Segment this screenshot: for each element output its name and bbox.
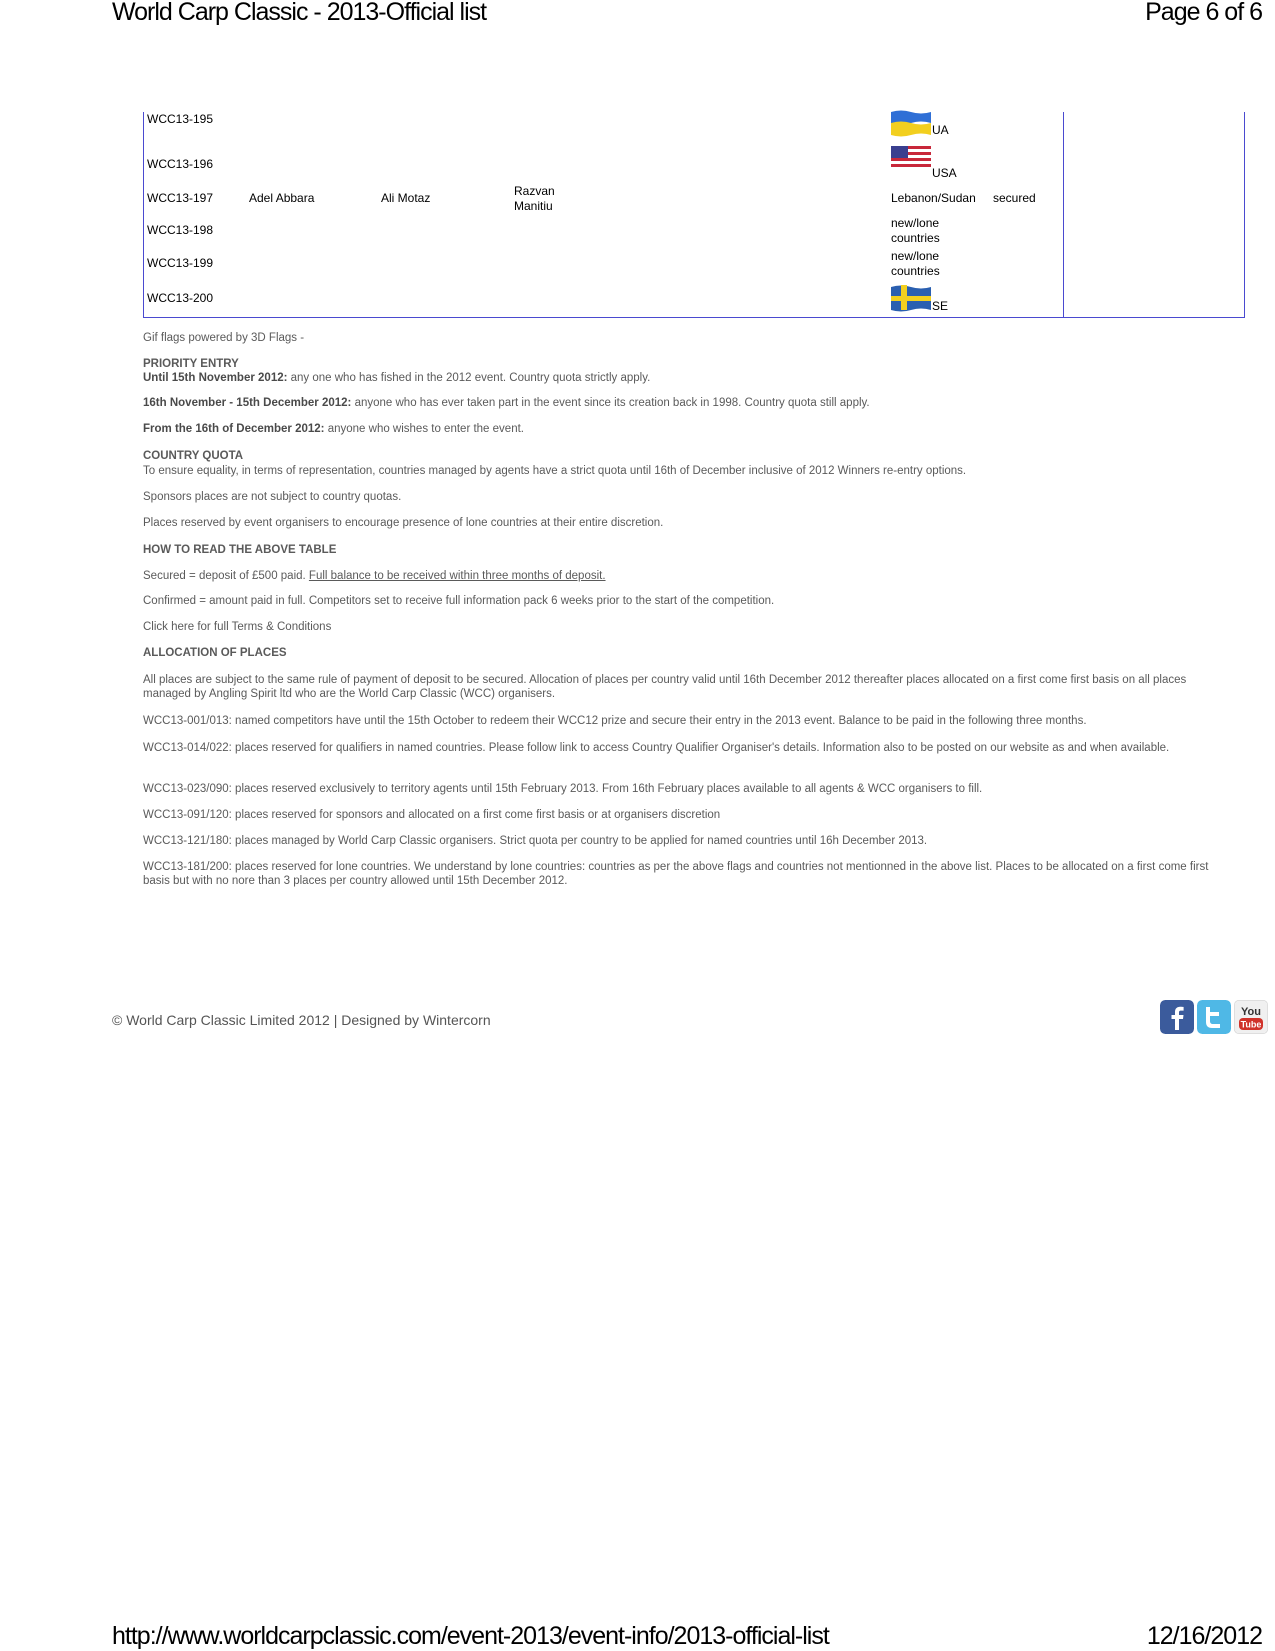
country-label: UA [932,123,949,137]
reserved-note: Places reserved by event organisers to encourage presence of lone countries at their entire discretion. [143,517,664,529]
priority-entry-heading: PRIORITY ENTRY [143,358,239,370]
competitor-3: Razvan Manitiu [514,184,555,213]
balance-link[interactable]: Full balance to be received within three months of deposit. [308,570,606,582]
youtube-icon-text: You [1241,1006,1261,1018]
allocation-paragraph: WCC13-121/180: places managed by World Carp Classic organisers. Strict quota per country to be applied for named countries until 16h December 2013. [143,835,928,847]
secured-explanation: Secured = deposit of £500 paid. Full balance to be received within three months of deposit. [143,570,606,582]
page-header-title: World Carp Classic - 2013-Official list [112,0,487,26]
priority-date-2: 16th November - 15th December 2012: [143,397,352,409]
allocation-heading: ALLOCATION OF PLACES [143,647,287,659]
entry-id: WCC13-200 [147,291,214,305]
confirmed-explanation: Confirmed = amount paid in full. Competitors set to receive full information pack 6 weeks prior to the start of the competition. [143,595,775,607]
entry-id: WCC13-199 [147,256,214,270]
entry-id: WCC13-196 [147,157,214,171]
table-row [144,184,1244,218]
country-label: new/lone countries [891,216,940,245]
country-quota-heading: COUNTRY QUOTA [143,450,244,462]
country-label: Lebanon/Sudan [891,191,976,205]
entry-id: WCC13-198 [147,223,214,237]
country-label: SE [932,299,949,313]
table-row [144,218,1244,250]
sweden-flag-icon [891,284,931,312]
ukraine-flag-icon [891,109,931,137]
priority-date-3: From the 16th of December 2012: [143,423,325,435]
allocation-paragraph: WCC13-181/200: places reserved for lone countries. We understand by lone countries: countries as per the above flags and countries not mentionned in the above list. Places to be allocated on a first come first basis but with no nore than 3 places per country allowed until 15th December 2012. [143,861,1209,887]
site-copyright: © World Carp Classic Limited 2012 | Designed by Wintercorn [112,1012,491,1028]
entry-id: WCC13-195 [147,112,214,126]
entry-table [143,112,1245,318]
print-date: 12/16/2012 [1146,1622,1262,1650]
priority-paragraph-1: Until 15th November 2012: any one who has fished in the 2012 event. Country quota strictly apply. [143,372,651,384]
country-label: USA [932,166,957,180]
priority-paragraph-2: 16th November - 15th December 2012: anyone who has ever taken part in the event since its creation back in 1998. Country quota still apply. [143,397,870,409]
entry-id: WCC13-197 [147,191,214,205]
allocation-paragraph: All places are subject to the same rule of payment of deposit to be secured. Allocation of places per country valid until 16th December 2012 thereafter places allocated on a first come first basis on all places managed by Angling Spirit ltd who are the World Carp Classic (WCC) organisers. [143,674,1187,700]
table-row [144,250,1244,282]
table-row [144,152,1244,184]
table-row [144,112,1244,152]
table-row [144,282,1244,317]
competitor-2: Ali Motaz [381,191,431,205]
page-url: http://www.worldcarpclassic.com/event-2013/event-info/2013-official-list [112,1622,829,1650]
usa-flag-icon [891,144,931,172]
page-number: Page 6 of 6 [1145,0,1262,26]
allocation-paragraph: WCC13-091/120: places reserved for sponsors and allocated on a first come first basis or at organisers discretion [143,809,721,821]
youtube-icon[interactable] [1234,1000,1268,1034]
status-label: secured [993,191,1036,205]
competitor-1: Adel Abbara [249,191,315,205]
allocation-paragraph: WCC13-001/013: named competitors have until the 15th October to redeem their WCC12 prize and secure their entry in the 2013 event. Balance to be paid in the following three months. [143,715,1087,727]
how-to-read-heading: HOW TO READ THE ABOVE TABLE [143,544,337,556]
gif-flags-credit: Gif flags powered by 3D Flags - [143,332,305,344]
priority-date-1: Until 15th November 2012: [143,372,288,384]
sponsors-note: Sponsors places are not subject to country quotas. [143,491,402,503]
terms-link[interactable]: Click here for full Terms & Conditions [143,621,332,633]
allocation-paragraph: WCC13-014/022: places reserved for qualifiers in named countries. Please follow link to access Country Qualifier Organiser's details. Information also to be posted on our website as and when available. [143,742,1170,754]
country-quota-text: To ensure equality, in terms of representation, countries managed by agents have a strict quota until 16th of December inclusive of 2012 Winners re-entry options. [143,465,967,477]
priority-paragraph-3: From the 16th of December 2012: anyone who wishes to enter the event. [143,423,524,435]
allocation-paragraph: WCC13-023/090: places reserved exclusively to territory agents until 15th February 2013. From 16th February places available to all agents & WCC organisers to fill. [143,783,983,795]
twitter-icon[interactable] [1197,1000,1231,1034]
youtube-icon-text: Tube [1240,1019,1262,1030]
facebook-icon[interactable] [1160,1000,1194,1034]
country-label: new/lone countries [891,249,940,278]
